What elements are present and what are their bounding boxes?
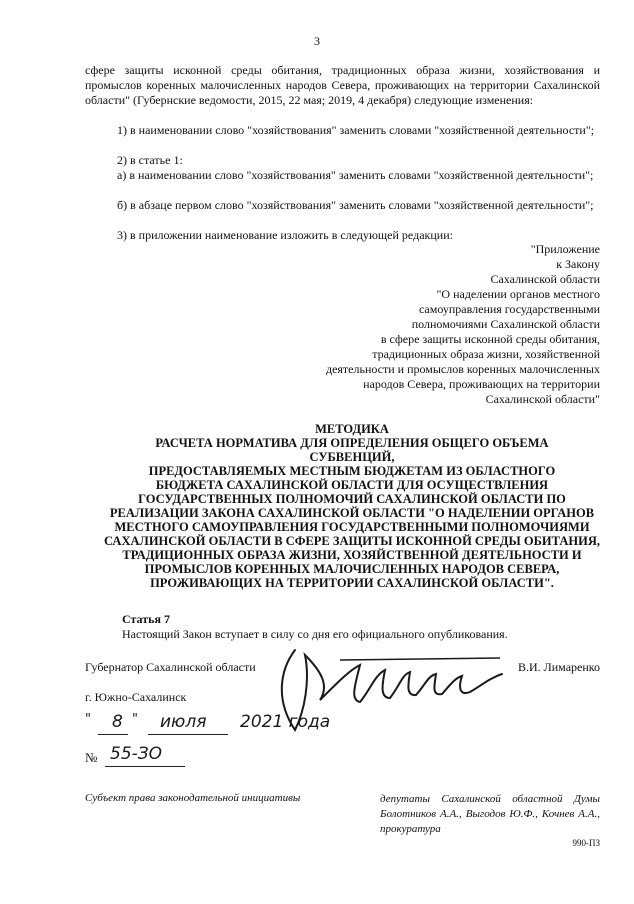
date-year: 2021 года [240, 712, 331, 732]
method-line: БЮДЖЕТА САХАЛИНСКОЙ ОБЛАСТИ ДЛЯ ОСУЩЕСТВЛЕНИЯ [155, 478, 549, 492]
method-line: ПРОЖИВАЮЩИХ НА ТЕРРИТОРИИ САХАЛИНСКОЙ ОБЛАСТИ". [150, 576, 554, 590]
method-line: СУБВЕНЦИЙ, [309, 450, 395, 464]
appendix-line: "Приложение [530, 242, 600, 256]
appendix-line: самоуправления государственными [418, 302, 600, 316]
intro-paragraph: сфере защиты исконной среды обитания, традиционных образа жизни, хозяйствования и промыслов коренных малочисленных народов Севера, проживающих на территории Сахалинской области" (Губернские ведомости, 2015, 22 мая; 2019, 4 декабря) следующие изменения: [85, 63, 600, 107]
article-heading: Статья 7 [122, 612, 170, 626]
item-1: 1) в наименовании слово "хозяйствования" заменить словами "хозяйственной деятельности"; [117, 123, 595, 137]
appendix-line: "О наделении органов местного [436, 287, 600, 301]
appendix-line: народов Севера, проживающих на территории [363, 377, 600, 391]
method-title-word: МЕТОДИКА [315, 422, 389, 436]
item-3: 3) в приложении наименование изложить в следующей редакции: [117, 228, 453, 242]
date-day: 8 [112, 712, 123, 732]
appendix-line: деятельности и промыслов коренных малочисленных [325, 362, 600, 376]
initiators: депутаты Сахалинской областной Думы Болотников А.А., Выгодов Ю.Ф., Кочнев А.А., прокуратура [380, 793, 600, 835]
law-number-underline [105, 766, 185, 767]
method-line: ГОСУДАРСТВЕННЫХ ПОЛНОМОЧИЙ САХАЛИНСКОЙ ОБЛАСТИ ПО [138, 492, 566, 506]
document-code: 990-ПЗ [572, 838, 600, 848]
method-line: РЕАЛИЗАЦИИ ЗАКОНА САХАЛИНСКОЙ ОБЛАСТИ "О НАДЕЛЕНИИ ОРГАНОВ [109, 506, 595, 520]
appendix-line: полномочиями Сахалинской области [411, 317, 600, 331]
method-line: МЕСТНОГО САМОУПРАВЛЕНИЯ ГОСУДАРСТВЕННЫМИ ПОЛНОМОЧИЯМИ [114, 520, 590, 534]
article-text: Настоящий Закон вступает в силу со дня его официального опубликования. [122, 627, 508, 641]
item-2a: а) в наименовании слово "хозяйствования" заменить словами "хозяйственной деятельности"; [117, 168, 594, 182]
date-month-underline [148, 734, 228, 735]
number-sign: № [85, 750, 98, 765]
item-2: 2) в статье 1: [117, 153, 183, 167]
city-label: г. Южно-Сахалинск [85, 690, 187, 704]
date-day-underline [98, 734, 128, 735]
method-line: ПРОМЫСЛОВ КОРЕННЫХ МАЛОЧИСЛЕННЫХ НАРОДОВ СЕВЕРА, [144, 562, 560, 576]
appendix-heading [270, 242, 600, 407]
date-close-quote: " [132, 712, 138, 727]
appendix-line: традиционных образа жизни, хозяйственной [372, 347, 600, 361]
method-title [82, 422, 622, 590]
method-line: САХАЛИНСКОЙ ОБЛАСТИ В СФЕРЕ ЗАЩИТЫ ИСКОННОЙ СРЕДЫ ОБИТАНИЯ, [104, 534, 600, 548]
governor-label: Губернатор Сахалинской области [85, 660, 256, 674]
method-line: ПРЕДОСТАВЛЯЕМЫХ МЕСТНЫМ БЮДЖЕТАМ ИЗ ОБЛАСТНОГО [148, 464, 556, 478]
appendix-line: в сфере защиты исконной среды обитания, [380, 332, 600, 346]
item-2b: б) в абзаце первом слово "хозяйствования" заменить словами "хозяйственной деятельности"; [117, 198, 594, 212]
method-line: РАСЧЕТА НОРМАТИВА ДЛЯ ОПРЕДЕЛЕНИЯ ОБЩЕГО ОБЪЕМА [155, 436, 549, 450]
method-line: ТРАДИЦИОННЫХ ОБРАЗА ЖИЗНИ, ХОЗЯЙСТВЕННОЙ ДЕЯТЕЛЬНОСТИ И [122, 548, 582, 562]
date-month: июля [160, 712, 207, 732]
governor-name: В.И. Лимаренко [517, 660, 600, 674]
appendix-line: Сахалинской области" [485, 392, 600, 406]
law-number: 55-ЗО [110, 744, 163, 764]
date-open-quote: " [85, 712, 91, 727]
initiative-subject: Субъект права законодательной инициативы [85, 792, 301, 804]
appendix-line: к Закону [556, 257, 600, 271]
appendix-line: Сахалинской области [490, 272, 600, 286]
page-number: 3 [314, 34, 320, 48]
